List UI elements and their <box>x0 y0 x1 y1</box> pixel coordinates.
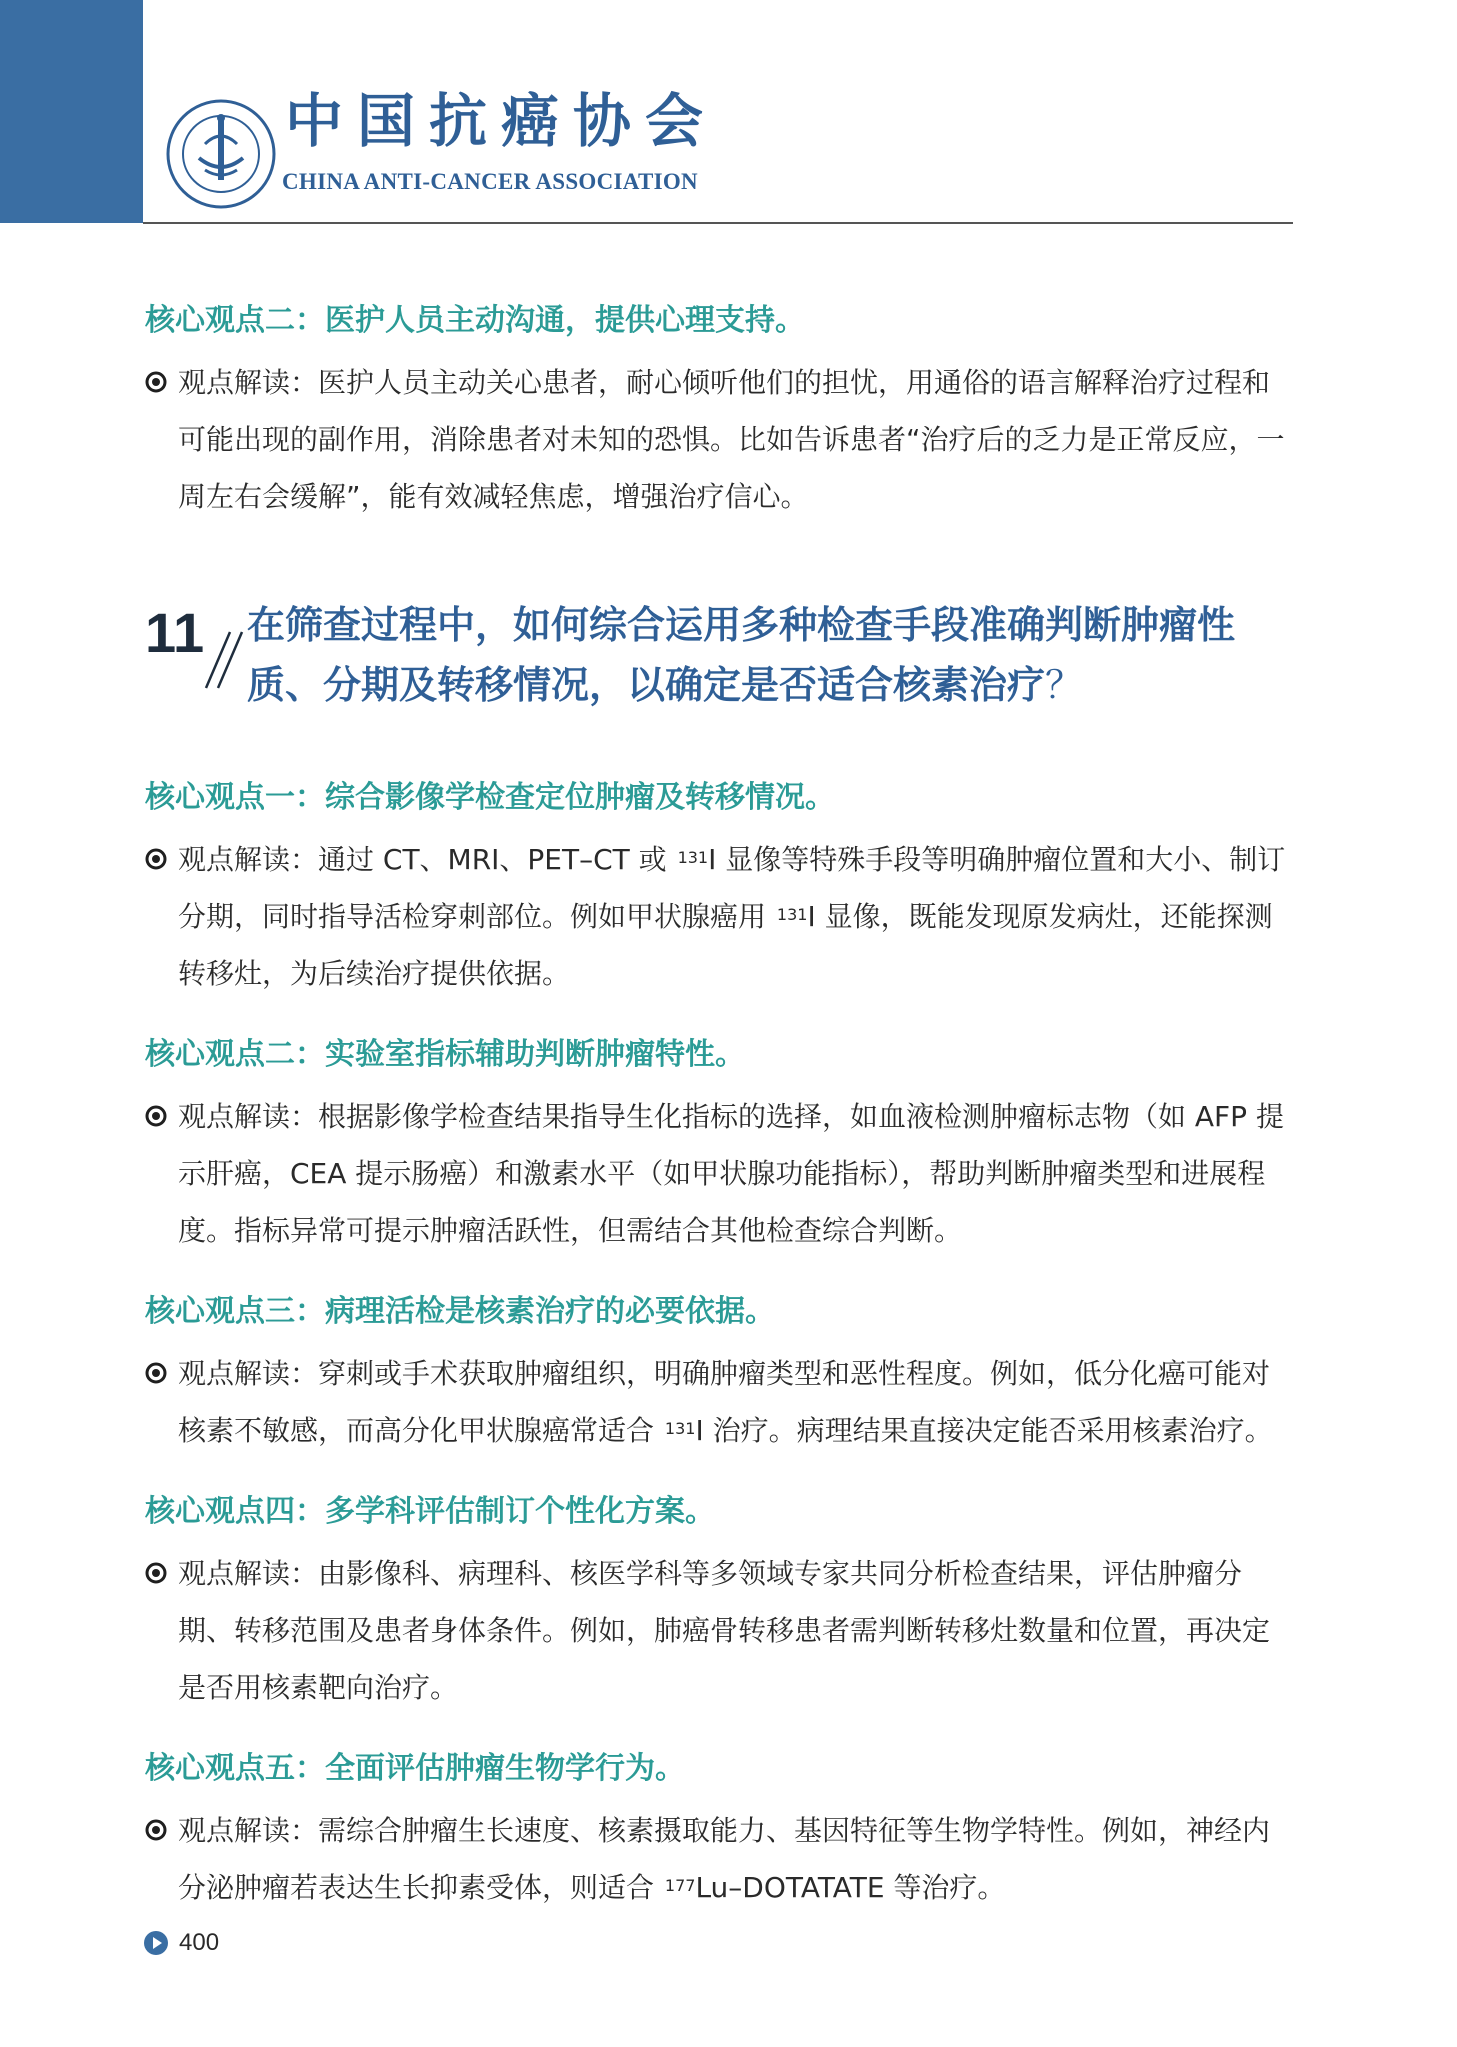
interpretation-paragraph <box>145 354 1295 525</box>
bullet-icon <box>145 848 167 870</box>
interpretation-paragraph <box>145 1802 1295 1916</box>
header-divider <box>143 222 1293 224</box>
page-marker-icon <box>143 1930 169 1956</box>
isotope-superscript: 131 <box>677 848 709 867</box>
core-point-5 <box>145 1748 1295 1916</box>
isotope-superscript: 131 <box>664 1419 696 1438</box>
core-point-4 <box>145 1491 1295 1716</box>
bullet-icon <box>145 1562 167 1584</box>
header-color-band <box>0 0 143 223</box>
top-section <box>145 300 1295 525</box>
paragraph-text: 观点解读：需综合肿瘤生长速度、核素摄取能力、基因特征等生物学特性。例如，神经内分泌肿瘤若表达生长抑素受体，则适合 <box>178 1814 1271 1904</box>
paragraph-text: I 治疗。病理结果直接决定能否采用核素治疗。 <box>695 1414 1273 1447</box>
bullet-icon <box>145 371 167 393</box>
core-point-heading: 核心观点二：实验室指标辅助判断肿瘤特性。 <box>145 1037 745 1072</box>
interpretation-paragraph <box>145 831 1295 1002</box>
association-name-cn: 中国抗癌协会 <box>285 87 718 155</box>
core-point-1 <box>145 777 1295 1002</box>
paragraph-text: 观点解读：穿刺或手术获取肿瘤组织，明确肿瘤类型和恶性程度。例如，低分化癌可能对核素不敏感，而高分化甲状腺癌常适合 <box>178 1357 1271 1447</box>
page-content <box>145 300 1295 1916</box>
question-block <box>145 595 1295 725</box>
question-mark: ？ <box>1045 663 1084 707</box>
core-point-2 <box>145 1034 1295 1259</box>
paragraph-text: 观点解读：通过 CT、MRI、PET–CT 或 <box>178 843 676 876</box>
double-slash-icon <box>200 630 250 690</box>
bullet-icon <box>145 1105 167 1127</box>
paragraph-text: I 显像，既能发现原发病灶，还能探测转移灶，为后续治疗提供依据。 <box>178 900 1273 990</box>
question-text: 在筛查过程中，如何综合运用多种检查手段准确判断肿瘤性质、分期及转移情况，以确定是否适合核素治疗 <box>247 603 1236 707</box>
core-point-heading: 核心观点三：病理活检是核素治疗的必要依据。 <box>145 1294 775 1329</box>
paragraph-text: I 显像等特殊手段等明确肿瘤位置和大小、制订分期，同时指导活检穿刺部位。例如甲状腺癌用 <box>178 843 1286 933</box>
association-name-en: CHINA ANTI-CANCER ASSOCIATION <box>282 169 698 194</box>
interpretation-paragraph <box>145 1088 1295 1259</box>
paragraph-text: 观点解读：由影像科、病理科、核医学科等多领域专家共同分析检查结果，评估肿瘤分期、转移范围及患者身体条件。例如，肺癌骨转移患者需判断转移灶数量和位置，再决定是否用核素靶向治疗。 <box>178 1557 1271 1704</box>
core-point-heading: 核心观点二：医护人员主动沟通，提供心理支持。 <box>145 303 805 338</box>
paragraph-text: Lu–DOTATATE 等治疗。 <box>695 1871 1006 1904</box>
paragraph-text: 观点解读：医护人员主动关心患者，耐心倾听他们的担忧，用通俗的语言解释治疗过程和可能出现的副作用，消除患者对未知的恐惧。比如告诉患者“治疗后的乏力是正常反应，一周左右会缓解”，能有效减轻焦虑，增强治疗信心。 <box>178 366 1285 513</box>
bullet-icon <box>145 1819 167 1841</box>
question-title <box>247 595 1297 715</box>
core-point-heading: 核心观点一：综合影像学检查定位肿瘤及转移情况。 <box>145 780 835 815</box>
question-number: 11 <box>145 601 205 664</box>
core-point-3 <box>145 1291 1295 1459</box>
core-point-heading: 核心观点五：全面评估肿瘤生物学行为。 <box>145 1751 685 1786</box>
page-number: 400 <box>179 1929 220 1956</box>
paragraph-text: 观点解读：根据影像学检查结果指导生化指标的选择，如血液检测肿瘤标志物（如 AFP 提示肝癌，CEA 提示肠癌）和激素水平（如甲状腺功能指标），帮助判断肿瘤类型和进展程度。指标异常可提示肿瘤活跃性，但需结合其他检查综合判断。 <box>178 1100 1284 1247</box>
isotope-superscript: 131 <box>776 905 808 924</box>
interpretation-paragraph <box>145 1345 1295 1459</box>
association-emblem-icon <box>165 98 277 210</box>
bullet-icon <box>145 1362 167 1384</box>
isotope-superscript: 177 <box>664 1876 696 1895</box>
core-point-heading: 核心观点四：多学科评估制订个性化方案。 <box>145 1494 715 1529</box>
interpretation-paragraph <box>145 1545 1295 1716</box>
